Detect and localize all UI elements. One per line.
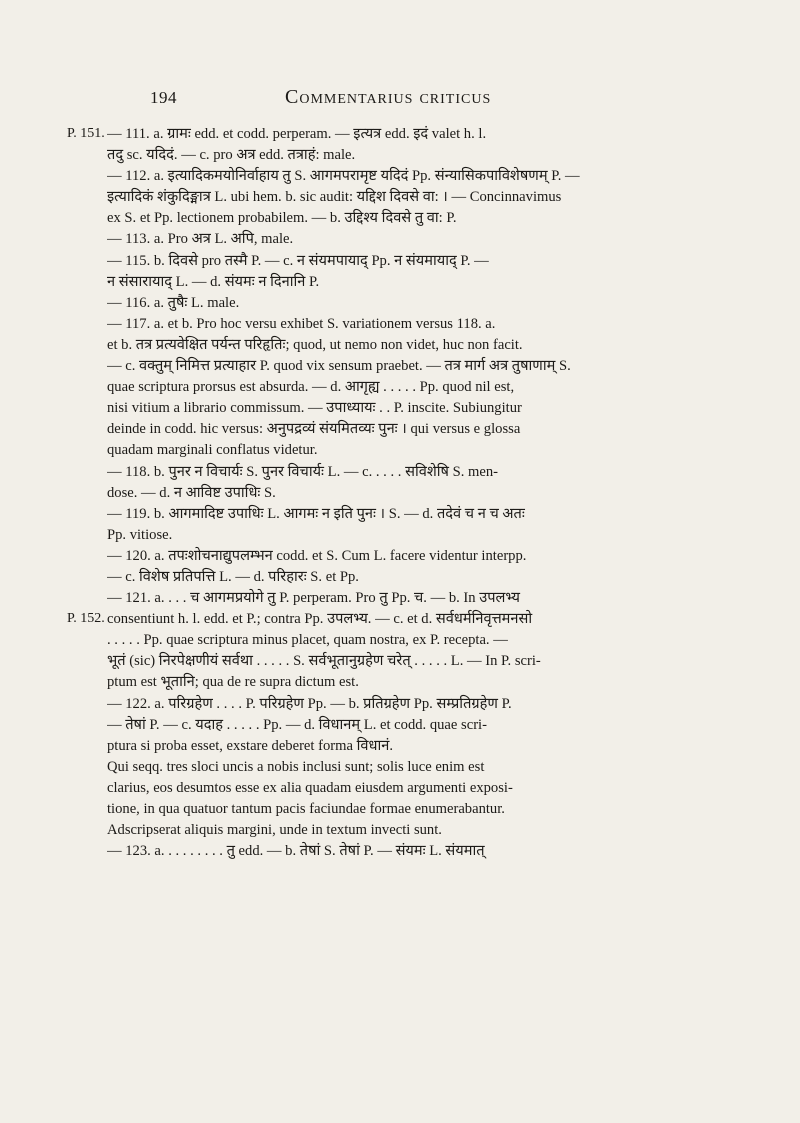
text-line: ptura si proba esset, exstare deberet forma विधानं. (107, 737, 394, 754)
text-line: deinde in codd. hic versus: अनुपद्रव्यं संयमितव्यः पुनः । qui versus e glossa (107, 421, 521, 438)
text-line: तदु sc. यदिदं. — c. pro अत्र edd. तत्राहं: male. (107, 147, 356, 164)
text-line: ex S. et Pp. lectionem probabilem. — b. उद्दिश्य दिवसे तु वा: P. (107, 210, 457, 227)
text-line: ptum est भूतानि; qua de re supra dictum est. (107, 674, 359, 691)
text-line: tione, in qua quatuor tantum pacis faciundae formae enumerabantur. (107, 801, 505, 817)
text-line: — 112. a. इत्यादिकमयोनिर्वाहाय तु S. आगमपरामृष्ट यदिदं Pp. संन्यासिकपाविशेषणम् P. — (107, 168, 580, 185)
text-line: Adscripserat aliquis margini, unde in textum invecti sunt. (107, 822, 442, 839)
text-line: nisi vitium a librario commissum. — उपाध्यायः . . P. inscite. Subiungitur (107, 400, 522, 417)
text-line: — c. वक्तुम् निमित्त प्रत्याहार P. quod vix sensum praebet. — तत्र मार्ग अत्र तुषाणाम् S. (107, 358, 571, 375)
margin-page-ref: P. 152. (67, 611, 105, 627)
text-line: — c. विशेष प्रतिपत्ति L. — d. परिहारः S. et Pp. (107, 568, 359, 585)
text-line: quae scriptura prorsus est absurda. — d. आगृह्य . . . . . Pp. quod nil est, (107, 379, 515, 396)
text-line: इत्यादिकं शंकुदिङ्मात्र L. ubi hem. b. sic audit: यद्दिश दिवसे वा: । — Concinnavimus (107, 189, 562, 206)
text-line: — 113. a. Pro अत्र L. अपि, male. (107, 231, 294, 248)
text-line: भूतं (sic) निरपेक्षणीयं सर्वथा . . . . . S. सर्वभूतानुग्रहेण चरेत् . . . . . L. — In P. scri- (107, 653, 541, 670)
text-line: . . . . . Pp. quae scriptura minus placet, quam nostra, ex P. recepta. — (107, 632, 508, 649)
text-line: न संसारायाद् L. — d. संयमः न दिनानि P. (107, 273, 320, 290)
text-line: quadam marginali conflatus videtur. (107, 442, 318, 459)
running-title: Commentarius criticus (285, 86, 492, 108)
text-line: — 121. a. . . . च आगमप्रयोगे तु P. perperam. Pro तु Pp. च. — b. In उपलभ्य (107, 590, 520, 607)
text-line: consentiunt h. l. edd. et P.; contra Pp. उपलभ्य. — c. et d. सर्वधर्मनिवृत्तमनसो (107, 611, 533, 628)
text-line: — 123. a. . . . . . . . . तु edd. — b. तेषां S. तेषां P. — संयमः L. संयमात् (107, 843, 485, 860)
text-line: dose. — d. न आविष्ट उपाधिः S. (107, 484, 276, 501)
text-line: — तेषां P. — c. यदाह . . . . . Pp. — d. विधानम् L. et codd. quae scri- (107, 716, 487, 733)
commentary-text (107, 124, 775, 862)
text-line: — 120. a. तपःशोचनाद्युपलम्भन codd. et S. Cum L. facere videntur interpp. (107, 547, 527, 564)
text-line: et b. तत्र प्रत्यवेक्षित पर्यन्त परिहृतिः; quod, ut nemo non videt, huc non facit. (107, 336, 523, 353)
text-line: — 119. b. आगमादिष्ट उपाधिः L. आगमः न इति पुनः । S. — d. तदेवं च न च अतः (107, 505, 525, 522)
text-line: — 111. a. ग्रामः edd. et codd. perperam. — इत्यत्र edd. इदं valet h. l. (107, 126, 487, 142)
page-number: 194 (150, 88, 177, 107)
text-line: clarius, eos desumtos esse ex alia quadam eiusdem argumenti exposi- (107, 779, 513, 796)
margin-page-ref: P. 151. (67, 126, 105, 141)
page-header (150, 86, 730, 112)
text-line: — 115. b. दिवसे pro तस्मै P. — c. न संयमपायाद् Pp. न संयमायाद् P. — (107, 252, 489, 269)
text-line: Qui seqq. tres sloci uncis a nobis inclusi sunt; solis luce enim est (107, 758, 485, 775)
text-line: — 118. b. पुनर न विचार्यः S. पुनर विचार्यः L. — c. . . . . सविशेषि S. men- (107, 463, 499, 480)
text-line: — 122. a. परिग्रहेण . . . . P. परिग्रहेण Pp. — b. प्रतिग्रहेण Pp. सम्प्रतिग्रहेण P. (107, 695, 512, 712)
text-line: Pp. vitiose. (107, 526, 173, 543)
text-line: — 116. a. तुषैः L. male. (107, 294, 240, 311)
text-line: — 117. a. et b. Pro hoc versu exhibet S. variationem versus 118. a. (107, 315, 496, 332)
